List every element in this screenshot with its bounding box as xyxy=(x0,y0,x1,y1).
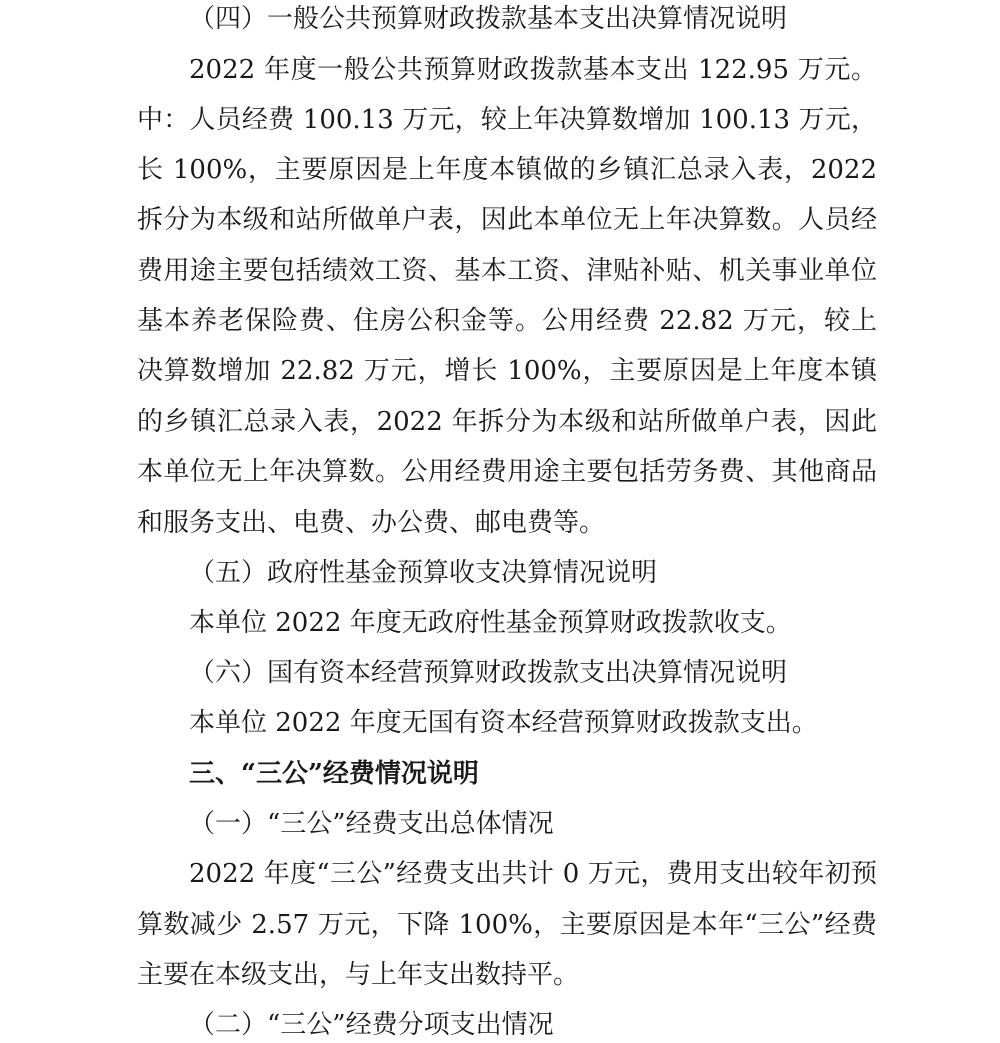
paragraph-line: 长 100%，主要原因是上年度本镇做的乡镇汇总录入表，2022 xyxy=(137,155,877,185)
section-heading-sangong-2: （二）“三公”经费分项支出情况 xyxy=(189,1010,554,1040)
paragraph-line: 算数减少 2.57 万元，下降 100%，主要原因是本年“三公”经费 xyxy=(137,910,877,940)
paragraph-line-end: 和服务支出、电费、办公费、邮电费等。 xyxy=(137,508,606,538)
paragraph-line: 决算数增加 22.82 万元，增长 100%，主要原因是上年度本镇 xyxy=(137,356,877,386)
section-heading-sangong-1: （一）“三公”经费支出总体情况 xyxy=(189,809,554,839)
paragraph-line: 中：人员经费 100.13 万元，较上年决算数增加 100.13 万元， xyxy=(137,105,877,135)
chapter-heading-3: 三、“三公”经费情况说明 xyxy=(189,759,479,789)
paragraph-line: 2022 年度一般公共预算财政拨款基本支出 122.95 万元。 xyxy=(189,55,877,85)
section-heading-6: （六）国有资本经营预算财政拨款支出决算情况说明 xyxy=(189,658,788,688)
section-heading-4: （四）一般公共预算财政拨款基本支出决算情况说明 xyxy=(189,4,788,34)
paragraph-line: 基本养老保险费、住房公积金等。公用经费 22.82 万元，较上 xyxy=(137,306,877,336)
paragraph-line: 费用途主要包括绩效工资、基本工资、津贴补贴、机关事业单位 xyxy=(137,256,877,286)
section-heading-5: （五）政府性基金预算收支决算情况说明 xyxy=(189,558,658,588)
paragraph-line: 本单位 2022 年度无国有资本经营预算财政拨款支出。 xyxy=(189,708,818,738)
paragraph-line: 的乡镇汇总录入表，2022 年拆分为本级和站所做单户表，因此 xyxy=(137,407,877,437)
paragraph-line-end: 主要在本级支出，与上年支出数持平。 xyxy=(137,960,580,990)
paragraph-line: 2022 年度“三公”经费支出共计 0 万元，费用支出较年初预 xyxy=(189,859,877,889)
paragraph-line: 拆分为本级和站所做单户表，因此本单位无上年决算数。人员经 xyxy=(137,205,877,235)
paragraph-line: 本单位 2022 年度无政府性基金预算财政拨款收支。 xyxy=(189,608,792,638)
paragraph-line: 本单位无上年决算数。公用经费用途主要包括劳务费、其他商品 xyxy=(137,457,877,487)
